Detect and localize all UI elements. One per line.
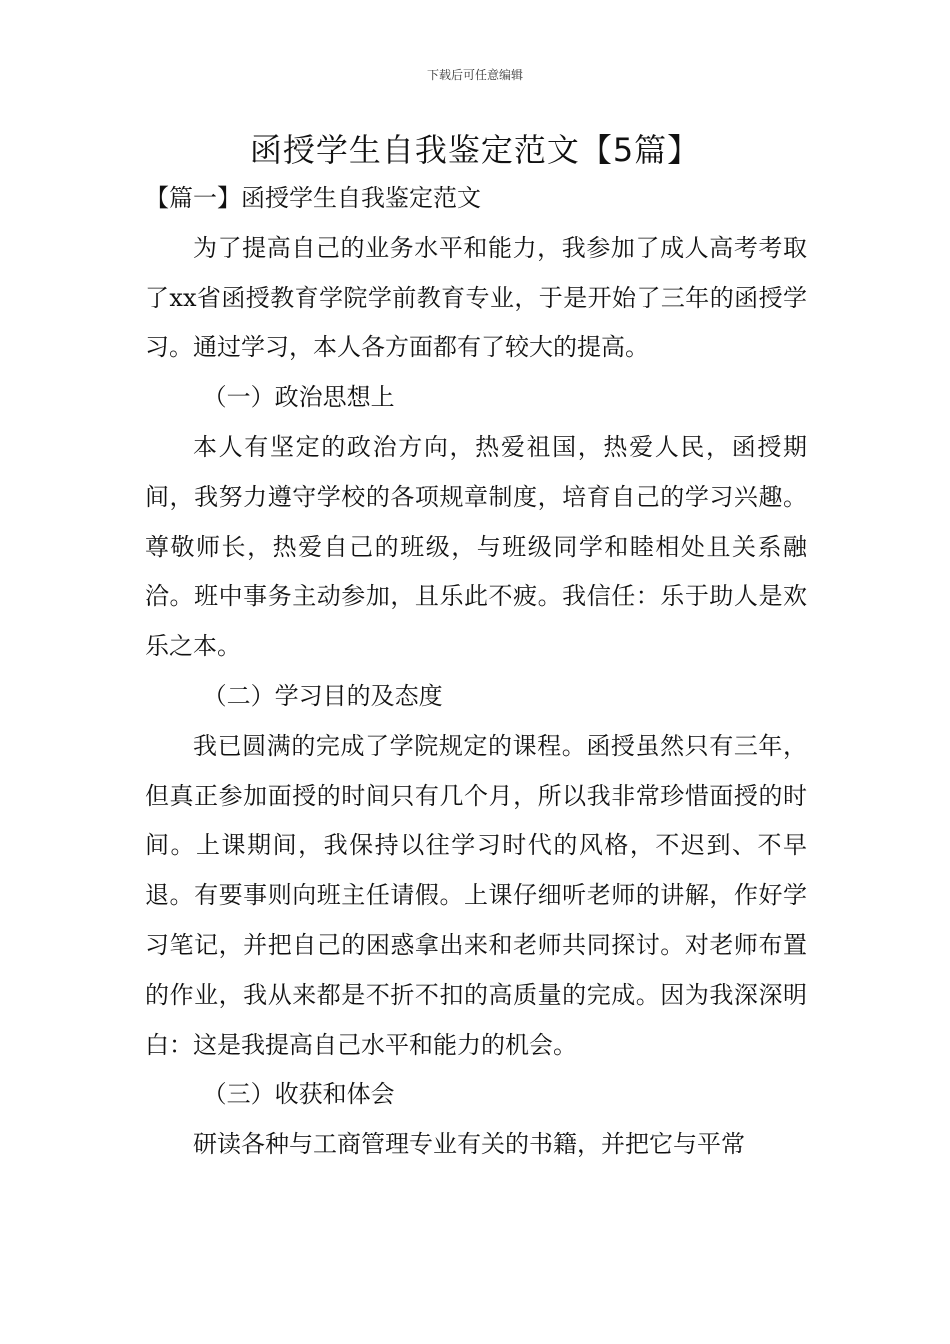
subheading-study-attitude: （二）学习目的及态度 [202,681,443,710]
paragraph-gains: 研读各种与工商管理专业有关的书籍，并把它与平常 [193,1130,745,1159]
section-heading: 【篇一】函授学生自我鉴定范文 [145,184,481,212]
subheading-gains: （三）收获和体会 [202,1080,395,1109]
header-note: 下载后可任意编辑 [426,68,523,82]
paragraph-political-thought: 本人有坚定的政治方向，热爱祖国，热爱人民，函授期间，我努力遵守学校的各项规章制度，培育自己的学习兴趣。尊敬师长，热爱自己的班级，与班级同学和睦相处且关系融洽。班中事务主动参加，且乐此不疲。我信任：乐于助人是欢乐之本。 [145,432,807,661]
document-title: 函授学生自我鉴定范文【5篇】 [249,131,701,169]
paragraph-intro: 为了提高自己的业务水平和能力，我参加了成人高考考取了xx省函授教育学院学前教育专业，于是开始了三年的函授学习。通过学习，本人各方面都有了较大的提高。 [145,233,807,362]
document-body [145,174,807,1170]
paragraph-study-attitude: 我已圆满的完成了学院规定的课程。函授虽然只有三年，但真正参加面授的时间只有几个月，所以我非常珍惜面授的时间。上课期间，我保持以往学习时代的风格，不迟到、不早退。有要事则向班主任请假。上课仔细听老师的讲解，作好学习笔记，并把自己的困惑拿出来和老师共同探讨。对老师布置的作业，我从来都是不折不扣的高质量的完成。因为我深深明白：这是我提高自己水平和能力的机会。 [145,731,807,1059]
subheading-political-thought: （一）政治思想上 [202,383,395,412]
